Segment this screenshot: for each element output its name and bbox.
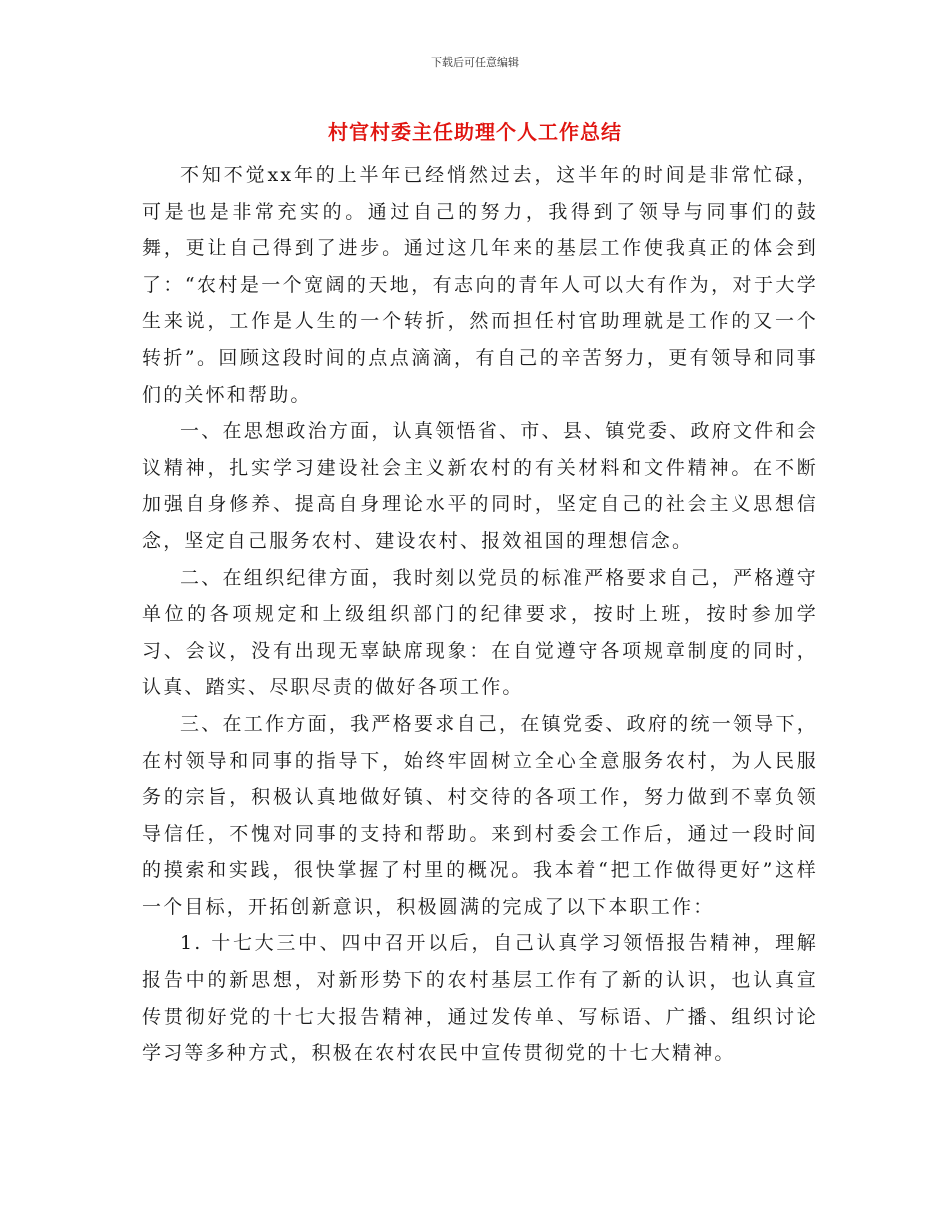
paragraph-intro: 不知不觉xx年的上半年已经悄然过去，这半年的时间是非常忙碌，可是也是非常充实的。通过自己的努力，我得到了领导与同事们的鼓舞，更让自己得到了进步。通过这几年来的基层工作使我真正的体会到了：“农村是一个宽阔的天地，有志向的青年人可以大有作为，对于大学生来说，工作是人生的一个转折，然而担任村官助理就是工作的又一个转折”。回顾这段时间的点点滴滴，有自己的辛苦努力，更有领导和同事们的关怀和帮助。 [142, 164, 818, 406]
paragraph-discipline: 二、在组织纪律方面，我时刻以党员的标准严格要求自己，严格遵守单位的各项规定和上级组织部门的纪律要求，按时上班，按时参加学习、会议，没有出现无辜缺席现象：在自觉遵守各项规章制度的同时，认真、踏实、尽职尽责的做好各项工作。 [142, 566, 818, 699]
paragraph-item-1: 1. 十七大三中、四中召开以后，自己认真学习领悟报告精神，理解报告中的新思想，对新形势下的农村基层工作有了新的认识，也认真宣传贯彻好党的十七大报告精神，通过发传单、写标语、广播、组织讨论学习等多种方式，积极在农村农民中宣传贯彻党的十七大精神。 [142, 932, 818, 1065]
paragraph-work: 三、在工作方面，我严格要求自己，在镇党委、政府的统一领导下，在村领导和同事的指导下，始终牢固树立全心全意服务农村，为人民服务的宗旨，积极认真地做好镇、村交待的各项工作，努力做到不辜负领导信任，不愧对同事的支持和帮助。来到村委会工作后，通过一段时间的摸索和实践，很快掌握了村里的概况。我本着“把工作做得更好”这样一个目标，开拓创新意识，积极圆满的完成了以下本职工作： [142, 712, 818, 918]
paragraph-political: 一、在思想政治方面，认真领悟省、市、县、镇党委、政府文件和会议精神，扎实学习建设社会主义新农村的有关材料和文件精神。在不断加强自身修养、提高自身理论水平的同时，坚定自己的社会主义思想信念，坚定自己服务农村、建设农村、报效祖国的理想信念。 [142, 420, 818, 552]
document-title: 村官村委主任助理个人工作总结 [328, 120, 622, 144]
document-body [142, 157, 818, 1072]
header-note: 下载后可任意编辑 [431, 56, 519, 69]
